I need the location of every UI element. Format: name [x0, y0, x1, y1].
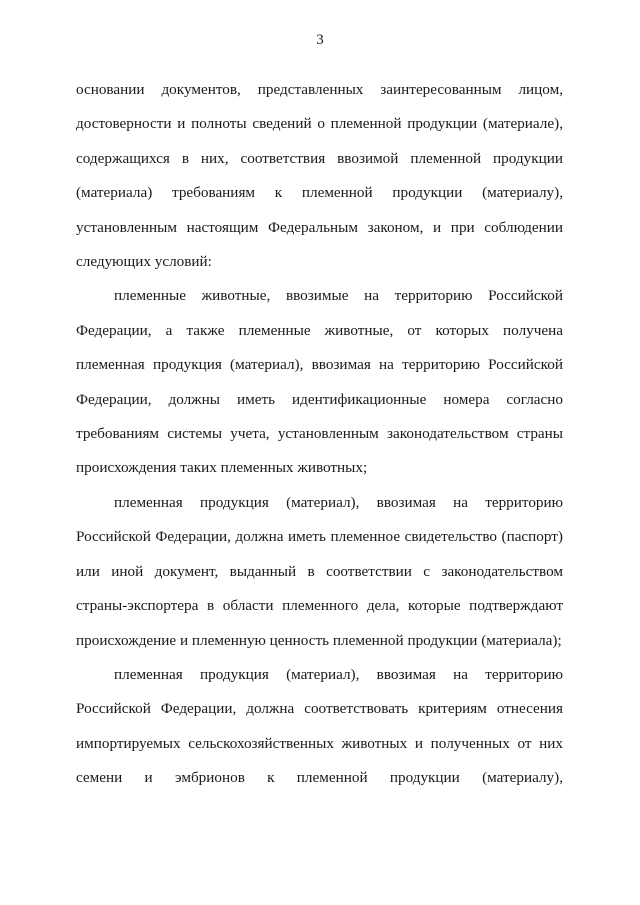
paragraph-breeding-criteria: племенная продукция (материал), ввозимая на территорию Российской Федерации, должна соответствовать критериям отнесения импортируемых сельскохозяйственных животных и полученных от них семени и эмбрионов к племенной продукции (материалу), — [76, 665, 563, 787]
paragraph-breeding-certificate: племенная продукция (материал), ввозимая на территорию Российской Федерации, должна иметь племенное свидетельство (паспорт) или иной документ, выданный в соответствии с законодательством страны-экспортера в области племенного дела, которые подтверждают происхождение и племенную ценность племенной продукции (материала); — [76, 493, 563, 649]
page-number: 3 — [316, 32, 324, 48]
paragraph-continuation: основании документов, представленных заинтересованным лицом, достоверности и полноты сведений о племенной продукции (материале), содержащихся в них, соответствия ввозимой племенной продукции (материала) требованиям к племенной продукции (материалу), установленным настоящим Федеральным законом, и при соблюдении следующих условий: — [76, 81, 563, 271]
document-body — [76, 73, 563, 796]
paragraph-breeding-animals: племенные животные, ввозимые на территорию Российской Федерации, а также племенные животные, от которых получена племенная продукция (материал), ввозимая на территорию Российской Федерации, должны иметь идентификационные номера согласно требованиям системы учета, установленным законодательством страны происхождения таких племенных животных; — [76, 287, 563, 477]
